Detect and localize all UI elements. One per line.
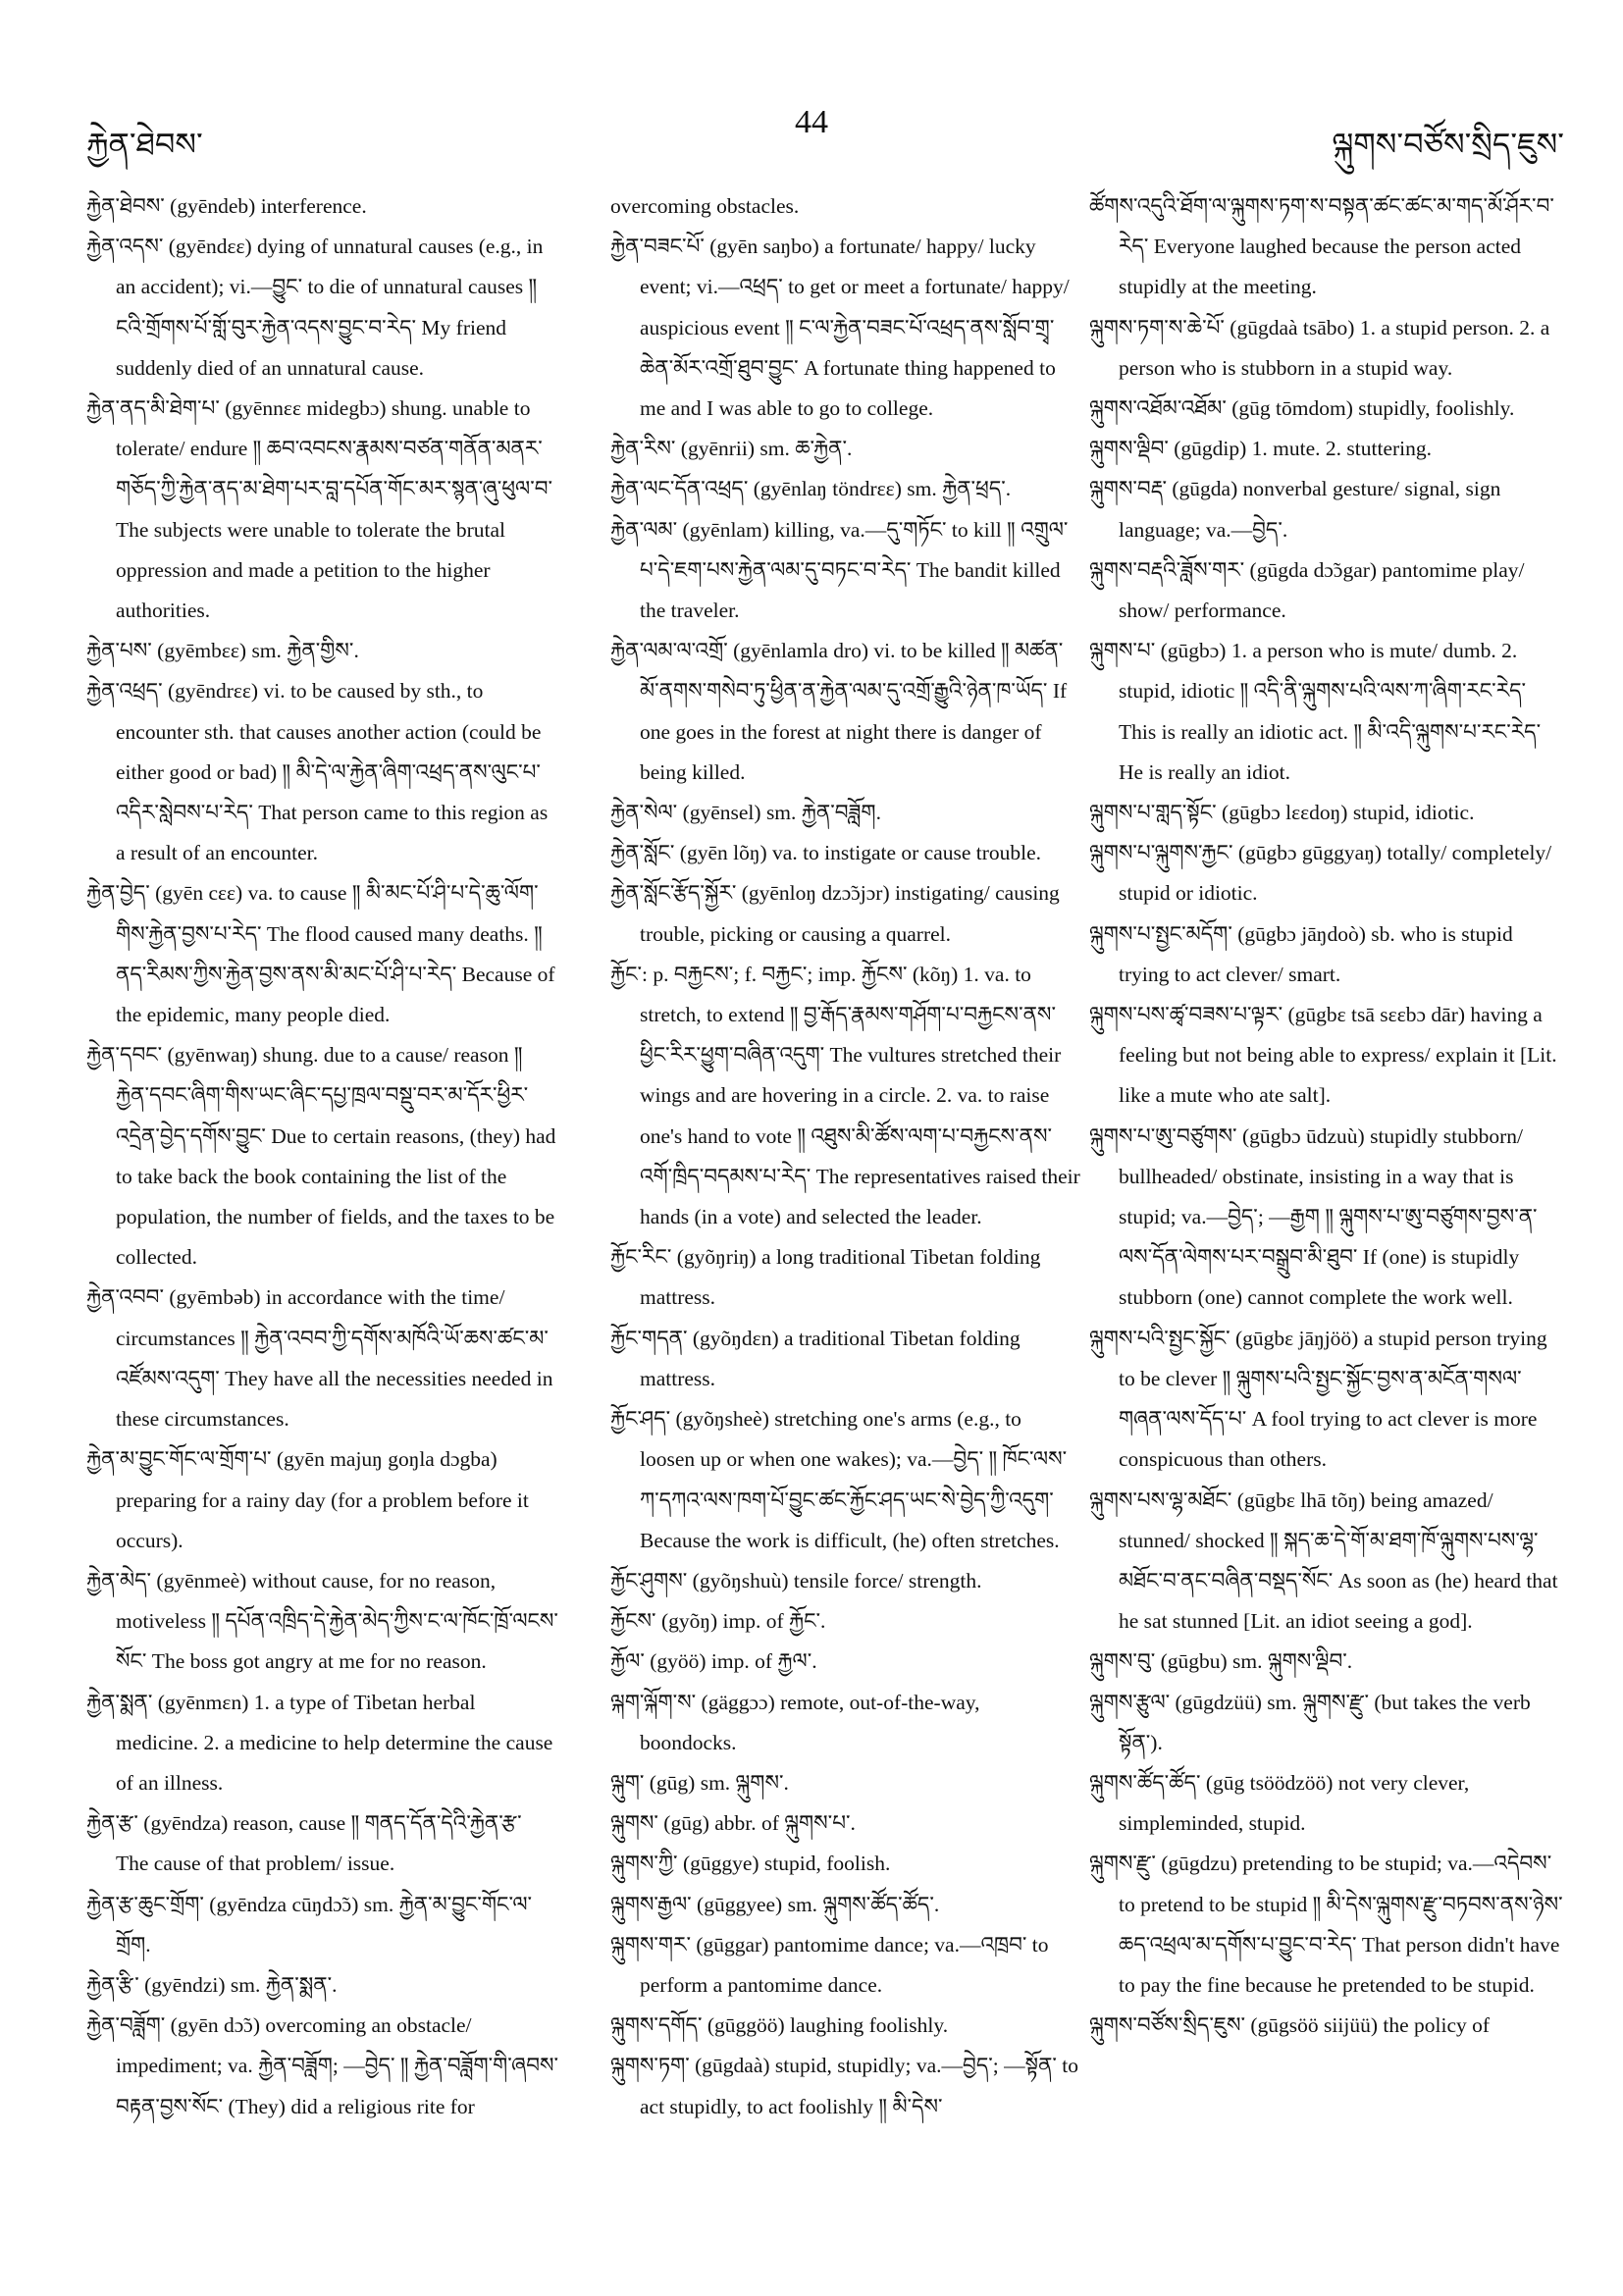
dictionary-entry: རྐྱེན་རྩི་ (gyēndzi) sm. རྐྱེན་སྨན་. bbox=[86, 1972, 338, 1997]
running-head-right: ལྐུགས་བཙོས་སྲིད་ཇུས་ bbox=[1332, 126, 1564, 163]
dictionary-entry: རྐྱོང་: p. བརྐྱངས་; f. བརྐྱང་; imp. རྐྱོངས་ (kõŋ) 1. va. to stretch, to extend ༎ བྱ་རྒོད་རྣམས་གཤོག་པ་བརྐྱངས་ནས་ཕྱིང་རིར་ཕྱུག་བཞིན་འདུག་ The vultures stretched their wings and are hovering in a circle. 2. va. to raise one's hand to vote ༎ འཐུས་མི་ཚོས་ལག་པ་བརྐྱངས་ནས་འགོ་ཁྲིད་བདམས་པ་རེད་ The representatives raised their hands (in a vote) and selected the leader. bbox=[610, 962, 1080, 1229]
dictionary-entry: ལྐུགས་ཏག་ས་ཆེ་པོ་ (gūgdaà tsābo) 1. a stupid person. 2. a person who is stubborn in a stupid way. bbox=[1089, 315, 1550, 380]
dictionary-entry: ལྐུགས་པས་ཚྭ་བཟས་པ་ལྟར་ (gūgbε tsā sεεbɔ dār) having a feeling but not being able to express/ explain it [Lit. like a mute who ate salt]. bbox=[1089, 1003, 1557, 1108]
dictionary-entry: རྐྱོངས་ (gyõŋ) imp. of རྐྱོང་. bbox=[610, 1609, 826, 1634]
dictionary-entry: ལྐུགས་པ་ལྐུགས་རྐྱང་ (gūgbɔ gūggyaŋ) totally/ completely/ stupid or idiotic. bbox=[1089, 841, 1552, 906]
column-right bbox=[1089, 186, 1564, 2257]
dictionary-entry: རྐྱོང་ཤུགས་ (gyõŋshuù) tensile force/ strength. bbox=[610, 1568, 982, 1592]
dictionary-entry: རྐྱེན་དབང་ (gyēnwaŋ) shung. due to a cause/ reason ༎ རྐྱེན་དབང་ཞིག་གིས་ཡང་ཞིང་དཔྱ་ཁྲལ་བསྡུ་བར་མ་དོར་ཕྱིར་འདྲེན་བྱེད་དགོས་བྱུང་ Due to certain reasons, (they) had to take back the book containing the list of the population, the number of fields, and the taxes to be collected. bbox=[86, 1043, 556, 1270]
dictionary-entry: རྐྱེན་ལམ་ (gyēnlam) killing, va.—དུ་གཏོང་ to kill ༎ འགྲུལ་པ་དེ་ཇག་པས་རྐྱེན་ལམ་དུ་བཏང་བ་རེད་ The bandit killed the traveler. bbox=[610, 517, 1069, 623]
dictionary-entry: རྐྱེན་འཕྲད་ (gyēndrεε) vi. to be caused by sth., to encounter sth. that causes another action (could be either good or bad) ༎ མི་དེ་ལ་རྐྱེན་ཞིག་འཕྲད་ནས་ལུང་པ་འདིར་སླེབས་པ་རེད་ That person came to this region as a result of an encounter. bbox=[86, 679, 549, 865]
dictionary-entry: རྐྱོང་རིང་ (gyõŋriŋ) a long traditional Tibetan folding mattress. bbox=[610, 1245, 1041, 1310]
dictionary-entry: ལྐུགས་འཐོམ་འཐོམ་ (gūg tōmdom) stupidly, foolishly. bbox=[1089, 396, 1515, 421]
running-head-left: རྐྱེན་ཐེབས་ bbox=[86, 126, 203, 163]
dictionary-entry: ལྐུགས་པ་གླད་སྟོང་ (gūgbɔ lεεdoŋ) stupid, idiotic. bbox=[1089, 801, 1475, 825]
dictionary-entry: ལྐུགས་བརྡའི་ཟློས་གར་ (gūgda dɔ̃ɔgar) pantomime play/ show/ performance. bbox=[1089, 557, 1525, 623]
dictionary-entry: རྐྱོང་ཤད་ (gyõŋsheè) stretching one's arms (e.g., to loosen up or when one wakes); va.—བྱེད་ ༎ ཁོང་ལས་ཀ་དཀའ་ལས་ཁག་པོ་བྱུང་ཚང་རྐྱོང་ཤད་ཡང་སེ་བྱེད་ཀྱི་འདུག་ Because the work is difficult, (he) often stretches. bbox=[610, 1407, 1068, 1552]
dictionary-entry: རྐྱེན་བྱེད་ (gyēn cεε) va. to cause ༎ མི་མང་པོ་ཤི་པ་དེ་ཆུ་ལོག་གིས་རྐྱེན་བྱས་པ་རེད་ The flood caused many deaths. ༎ ནད་རིམས་ཀྱིས་རྐྱེན་བྱས་ནས་མི་མང་པོ་ཤི་པ་རེད་ Because of the epidemic, many people died. bbox=[86, 881, 555, 1027]
dictionary-entry: རྐྱེན་སློང་རྩོད་སྐྱོར་ (gyēnloŋ dzɔ̃ɔjɔr) instigating/ causing trouble, picking or causing a quarrel. bbox=[610, 881, 1060, 946]
dictionary-entry: རྐྱེན་བཟང་པོ་ (gyēn saŋbo) a fortunate/ happy/ lucky event; vi.—འཕྲད་ to get or meet a fortunate/ happy/ auspicious event ༎ ང་ལ་རྐྱེན་བཟང་པོ་འཕྲད་ནས་སློབ་གྲྭ་ཆེན་མོར་འགྲོ་ཐུབ་བྱུང་ A fortunate thing happened to me and I was able to go to college. bbox=[610, 235, 1070, 421]
dictionary-entry: རྐྱེན་རྩ་ (gyēndza) reason, cause ༎ གནད་དོན་དེའི་རྐྱེན་རྩ་ The cause of that problem/ issue. bbox=[86, 1811, 522, 1876]
dictionary-entry: ལྐུགས་པའི་སྤྱང་སྐྱོང་ (gūgbε jāŋjöö) a stupid person trying to be clever ༎ ལྐུགས་པའི་སྤྱང་སྐྱོང་བྱས་ན་མངོན་གསལ་གཞན་ལས་དོད་པ་ A fool trying to act clever is more conspicuous than others. bbox=[1089, 1326, 1547, 1472]
dictionary-entry: རྐྱེན་ལང་དོན་འཕྲད་ (gyēnlaŋ töndrεε) sm. རྐྱེན་ཕྲད་. bbox=[610, 477, 1012, 501]
dictionary-entry: རྐྱོལ་ (gyöö) imp. of རྐྱལ་. bbox=[610, 1649, 817, 1674]
dictionary-entry: རྐྱེན་སེལ་ (gyēnsel) sm. རྐྱེན་བཟློག. bbox=[610, 801, 881, 825]
dictionary-entry: རྐྱེན་མ་བྱུང་གོང་ལ་གྲོག་པ་ (gyēn majuŋ goŋla dɔgba) preparing for a rainy day (for a problem before it occurs). bbox=[86, 1447, 529, 1552]
dictionary-entry: ལྐུགས་པ་སྤྱང་མདོག་ (gūgbɔ jāŋdoò) sb. who is stupid trying to act clever/ smart. bbox=[1089, 921, 1513, 986]
dictionary-entry: ཚོགས་འདུའི་ཐོག་ལ་ལྐུགས་ཏག་ས་བསྟན་ཚང་ཚང་མ་གད་མོ་ཤོར་བ་རེད་ Everyone laughed because the person acted stupidly at the meeting. bbox=[1089, 194, 1554, 299]
dictionary-entry: རྐྱེན་ལམ་ལ་འགྲོ་ (gyēnlamla dro) vi. to be killed ༎ མཚན་མོ་ནགས་གསེབ་ཏུ་ཕྱིན་ན་རྐྱེན་ལམ་དུ་འགྲོ་རྒྱུའི་ཉེན་ཁ་ཡོད་ If one goes in the forest at night there is danger of being killed. bbox=[610, 639, 1068, 784]
dictionary-entry: ལྐུགས་རྩུལ་ (gūgdzüü) sm. ལྐུགས་རྫུ་ (but takes the verb སྟོན་). bbox=[1089, 1690, 1531, 1754]
dictionary-entry: ལྐུགས་རྫུ་ (gūgdzu) pretending to be stupid; va.—འདེབས་ to pretend to be stupid ༎ མི་དེས་ལྐུགས་རྫུ་བཏབས་ནས་ཉེས་ཆད་འཕྲལ་མ་དགོས་པ་བྱུང་བ་རེད་ That person didn't have to pay the fine because he pretended to be stupid. bbox=[1089, 1852, 1563, 1997]
dictionary-entry: ལྐུགས་དགོད་ (gūggöö) laughing foolishly. bbox=[610, 2013, 949, 2038]
column-middle bbox=[610, 186, 1081, 2257]
dictionary-entry: རྐྱེན་ནད་མི་ཐེག་པ་ (gyēnnεε midegbɔ) shung. unable to tolerate/ endure ༎ ཆབ་འབངས་རྣམས་བཙན་གནོན་མནར་གཅོད་ཀྱི་རྐྱེན་ནད་མ་ཐེག་པར་བླ་དཔོན་གོང་མར་སྙན་ཞུ་ཕུལ་བ་ The subjects were unable to tolerate the brutal oppression and made a petition to the higher authorities. bbox=[86, 396, 553, 623]
dictionary-entry: ལྐུགས་པ་ཨུ་བཙུགས་ (gūgbɔ ūdzuù) stupidly stubborn/ bullheaded/ obstinate, insisting in a way that is stupid; va.—བྱེད་; —རྒྱག ༎ ལྐུགས་པ་ཨུ་བཙུགས་བྱས་ན་ལས་དོན་ལེགས་པར་བསྒྲུབ་མི་ཐུབ་ If (one) is stupidly stubborn (one) cannot complete the work well. bbox=[1089, 1123, 1538, 1310]
dictionary-entry: ལྐུགས་པ་ (gūgbɔ) 1. a person who is mute/ dumb. 2. stupid, idiotic ༎ འདི་ནི་ལྐུགས་པའི་ལས་ཀ་ཞིག་རང་རེད་ This is really an idiotic act. ༎ མི་འདི་ལྐུགས་པ་རང་རེད་ He is really an idiot. bbox=[1089, 639, 1542, 784]
dictionary-entry: ལྐུགས་པས་ལྷ་མཐོང་ (gūgbε lhā tõŋ) being amazed/ stunned/ shocked ༎ སྐད་ཆ་དེ་གོ་མ་ཐག་ཁོ་ལྐུགས་པས་ལྷ་མཐོང་བ་ནང་བཞིན་བསྡད་སོང་ As soon as (he) heard that he sat stunned [Lit. an idiot seeing a god]. bbox=[1089, 1487, 1558, 1634]
dictionary-entry: ལྐུག་ (gūg) sm. ལྐུགས་. bbox=[610, 1770, 789, 1795]
dictionary-entry: རྐྱེན་རྩ་ཆུང་གྲོག་ (gyēndza cūŋdɔ̃ɔ) sm. རྐྱེན་མ་བྱུང་གོང་ལ་གྲོག. bbox=[86, 1892, 533, 1957]
dictionary-entry: ལྐུགས་གར་ (gūggar) pantomime dance; va.—འཁྲབ་ to perform a pantomime dance. bbox=[610, 1932, 1049, 1997]
dictionary-entry: རྐྱེན་ཐེབས་ (gyēndeb) interference. bbox=[86, 194, 367, 218]
dictionary-entry: ལྐུགས་ལྡིབ་ (gūgdip) 1. mute. 2. stuttering. bbox=[1089, 437, 1433, 461]
dictionary-entry: རྐྱེན་སློང་ (gyēn lõŋ) va. to instigate or cause trouble. bbox=[610, 841, 1042, 865]
dictionary-entry: རྐྱེན་རིས་ (gyēnrii) sm. ཆ་རྐྱེན་. bbox=[610, 437, 853, 461]
dictionary-entry: རྐྱེན་པས་ (gyēmbεε) sm. རྐྱེན་གྱིས་. bbox=[86, 639, 359, 663]
dictionary-entry: ལྐུགས་བུ་ (gūgbu) sm. ལྐུགས་ལྡིབ་. bbox=[1089, 1649, 1353, 1674]
dictionary-entry: རྐྱེན་སྨན་ (gyēnmεn) 1. a type of Tibetan herbal medicine. 2. a medicine to help determine the cause of an illness. bbox=[86, 1690, 553, 1795]
dictionary-entry: རྐྱེན་འདས་ (gyēndεε) dying of unnatural causes (e.g., in an accident); vi.—བྱུང་ to die of unnatural causes ༎ ངའི་གྲོགས་པོ་གློ་བུར་རྐྱེན་འདས་བྱུང་བ་རེད་ My friend suddenly died of an unnatural cause. bbox=[86, 235, 544, 380]
dictionary-entry: ལྐུགས་བཙོས་སྲིད་ཇུས་ (gūgsöö siijüü) the policy of bbox=[1089, 2013, 1491, 2038]
dictionary-entry: རྐྱེན་བཟློག་ (gyēn dɔ̃ɔ) overcoming an obstacle/ impediment; va. རྐྱེན་བཟློག; —བྱེད་ ༎ རྐྱེན་བཟློག་གི་ཞབས་བརྟན་བྱས་སོང་ (They) did a religious rite for bbox=[86, 2013, 559, 2118]
dictionary-entry: ལྐུགས་བརྡ་ (gūgda) nonverbal gesture/ signal, sign language; va.—བྱེད་. bbox=[1089, 477, 1501, 542]
dictionary-entry: ལྐུགས་ཚོད་ཚོད་ (gūg tsöödzöö) not very clever, simpleminded, stupid. bbox=[1089, 1770, 1470, 1836]
dictionary-entry: ལྐུགས་ཏག་ (gūgdaà) stupid, stupidly; va.—བྱེད་; —སྟོན་ to act stupidly, to act foolishly ༎ མི་དེས་ bbox=[610, 2054, 1079, 2118]
dictionary-entry: ལྐག་ལྐོག་ས་ (gäggɔɔ) remote, out-of-the-way, boondocks. bbox=[610, 1690, 980, 1754]
dictionary-entry: ལྐུགས་ (gūg) abbr. of ལྐུགས་པ་. bbox=[610, 1811, 856, 1836]
dictionary-entry: རྐྱེན་འབབ་ (gyēmbəb) in accordance with the time/ circumstances ༎ རྐྱེན་འབབ་ཀྱི་དགོས་མཁོའི་ཡོ་ཆས་ཚང་མ་འཛོམས་འདུག་ They have all the necessities needed in these circumstances. bbox=[86, 1285, 553, 1432]
column-left bbox=[86, 186, 559, 2257]
dictionary-entry: ལྐུགས་ཀྱི་ (gūggye) stupid, foolish. bbox=[610, 1852, 891, 1876]
dictionary-entry: ལྐུགས་རྒྱལ་ (gūggyee) sm. ལྐུགས་ཚོད་ཚོད་. bbox=[610, 1892, 940, 1916]
dictionary-entry: རྐྱེན་མེད་ (gyēnmeè) without cause, for no reason, motiveless ༎ དཔོན་འཁྲིད་དེ་རྐྱེན་མེད་ཀྱིས་ང་ལ་ཁོང་ཁྲོ་ལངས་སོང་ The boss got angry at me for no reason. bbox=[86, 1568, 558, 1674]
dictionary-entry: རྐྱོང་གདན་ (gyõŋdεn) a traditional Tibetan folding mattress. bbox=[610, 1326, 1021, 1390]
page-number: 44 bbox=[795, 104, 828, 140]
dictionary-entry: overcoming obstacles. bbox=[610, 194, 800, 218]
